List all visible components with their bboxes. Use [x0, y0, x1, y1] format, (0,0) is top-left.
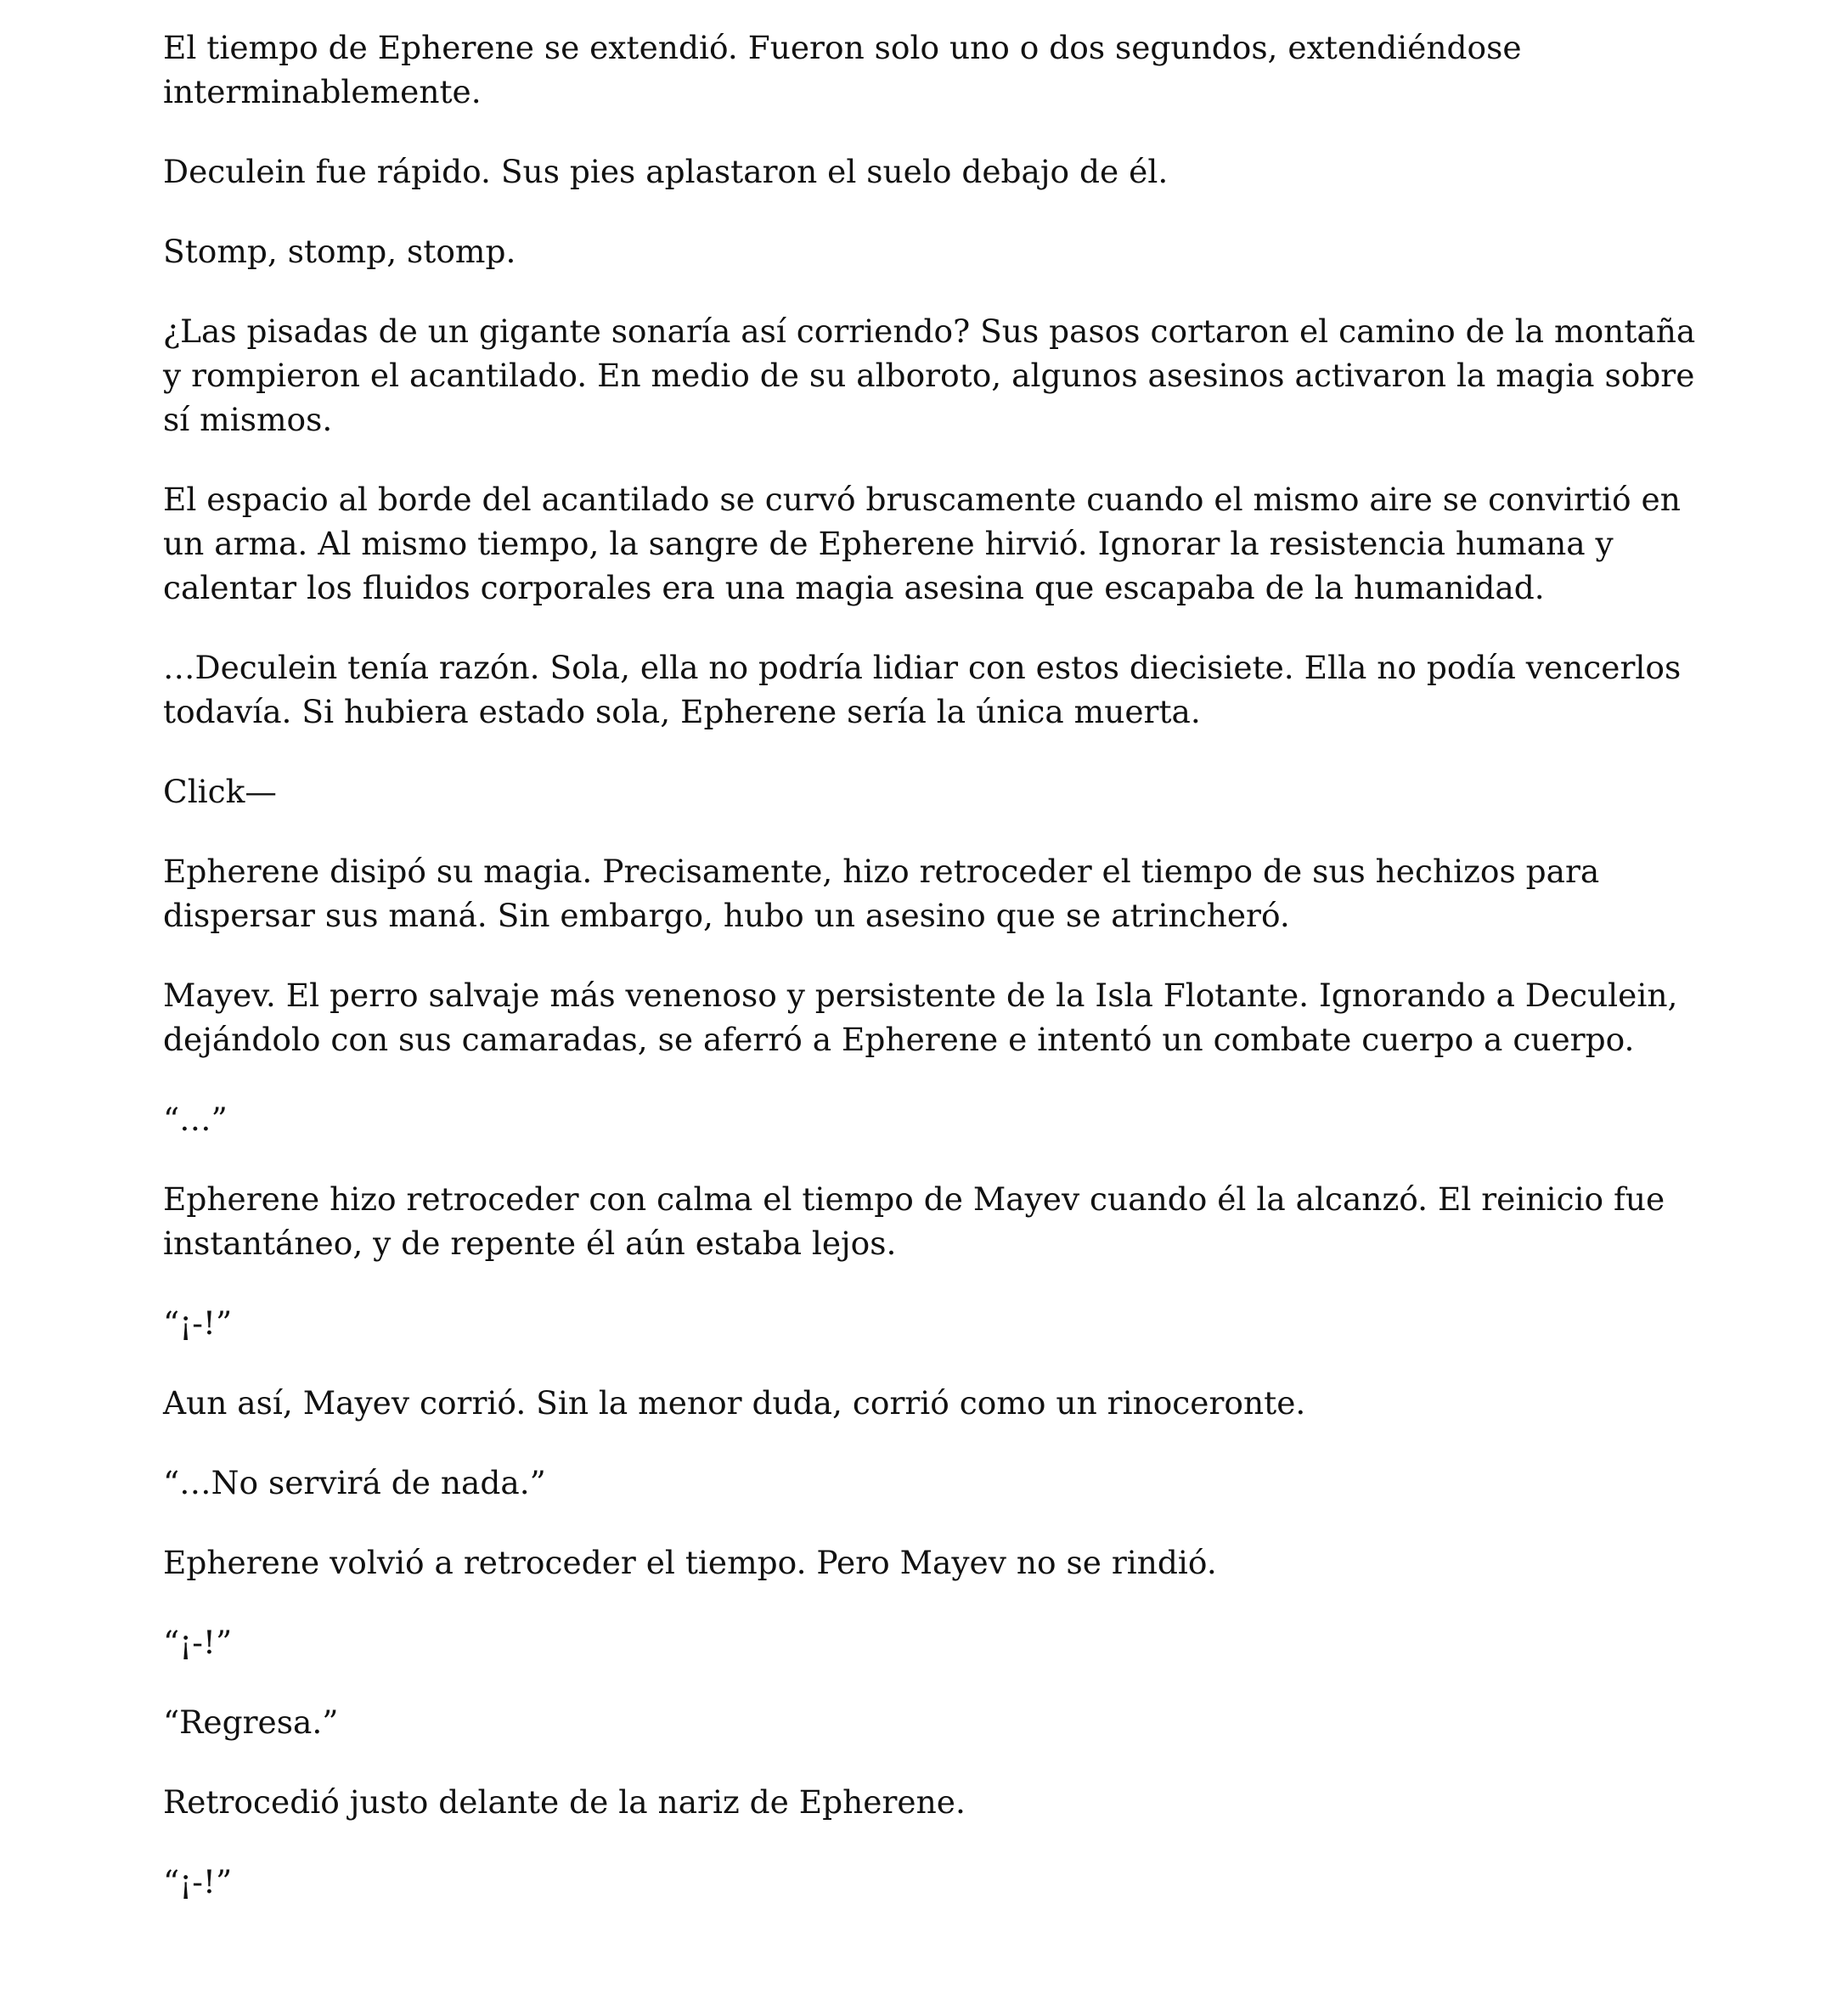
paragraph: Aun así, Mayev corrió. Sin la menor duda, corrió como un rinoceronte. [163, 1384, 1306, 1422]
paragraph: Stomp, stomp, stomp. [163, 233, 516, 270]
dialogue-line: “¡-!” [163, 1863, 233, 1900]
dialogue-line: “…No servirá de nada.” [163, 1464, 546, 1501]
paragraph: Click— [163, 773, 277, 810]
paragraph: Epherene hizo retroceder con calma el tiempo de Mayev cuando él la alcanzó. El reinicio fue instantáneo, y de repente él aún estaba lejos. [163, 1180, 1665, 1262]
paragraph: Retrocedió justo delante de la nariz de Epherene. [163, 1783, 966, 1821]
paragraph: Epherene disipó su magia. Precisamente, hizo retroceder el tiempo de sus hechizos para dispersar sus maná. Sin embargo, hubo un asesino que se atrincheró. [163, 853, 1600, 934]
paragraph: Deculein fue rápido. Sus pies aplastaron el suelo debajo de él. [163, 153, 1169, 190]
paragraph: El tiempo de Epherene se extendió. Fueron solo uno o dos segundos, extendiéndose interminablemente. [163, 29, 1522, 110]
document-page [163, 25, 1717, 1940]
paragraph: Mayev. El perro salvaje más venenoso y persistente de la Isla Flotante. Ignorando a Deculein, dejándolo con sus camaradas, se aferró a Epherene e intentó un combate cuerpo a cuerpo. [163, 977, 1678, 1058]
paragraph: Epherene volvió a retroceder el tiempo. Pero Mayev no se rindió. [163, 1544, 1217, 1581]
dialogue-line: “…” [163, 1101, 228, 1138]
dialogue-line: “¡-!” [163, 1304, 233, 1342]
paragraph: …Deculein tenía razón. Sola, ella no podría lidiar con estos diecisiete. Ella no podía vencerlos todavía. Si hubiera estado sola, Epherene sería la única muerta. [163, 649, 1682, 730]
paragraph: El espacio al borde del acantilado se curvó bruscamente cuando el mismo aire se convirtió en un arma. Al mismo tiempo, la sangre de Epherene hirvió. Ignorar la resistencia humana y calentar los fluidos corporales era una magia asesina que escapaba de la humanidad. [163, 481, 1681, 606]
dialogue-line: “Regresa.” [163, 1703, 339, 1741]
paragraph: ¿Las pisadas de un gigante sonaría así corriendo? Sus pasos cortaron el camino de la montaña y rompieron el acantilado. En medio de su alboroto, algunos asesinos activaron la magia sobre sí mismos. [163, 313, 1696, 438]
dialogue-line: “¡-!” [163, 1624, 233, 1661]
